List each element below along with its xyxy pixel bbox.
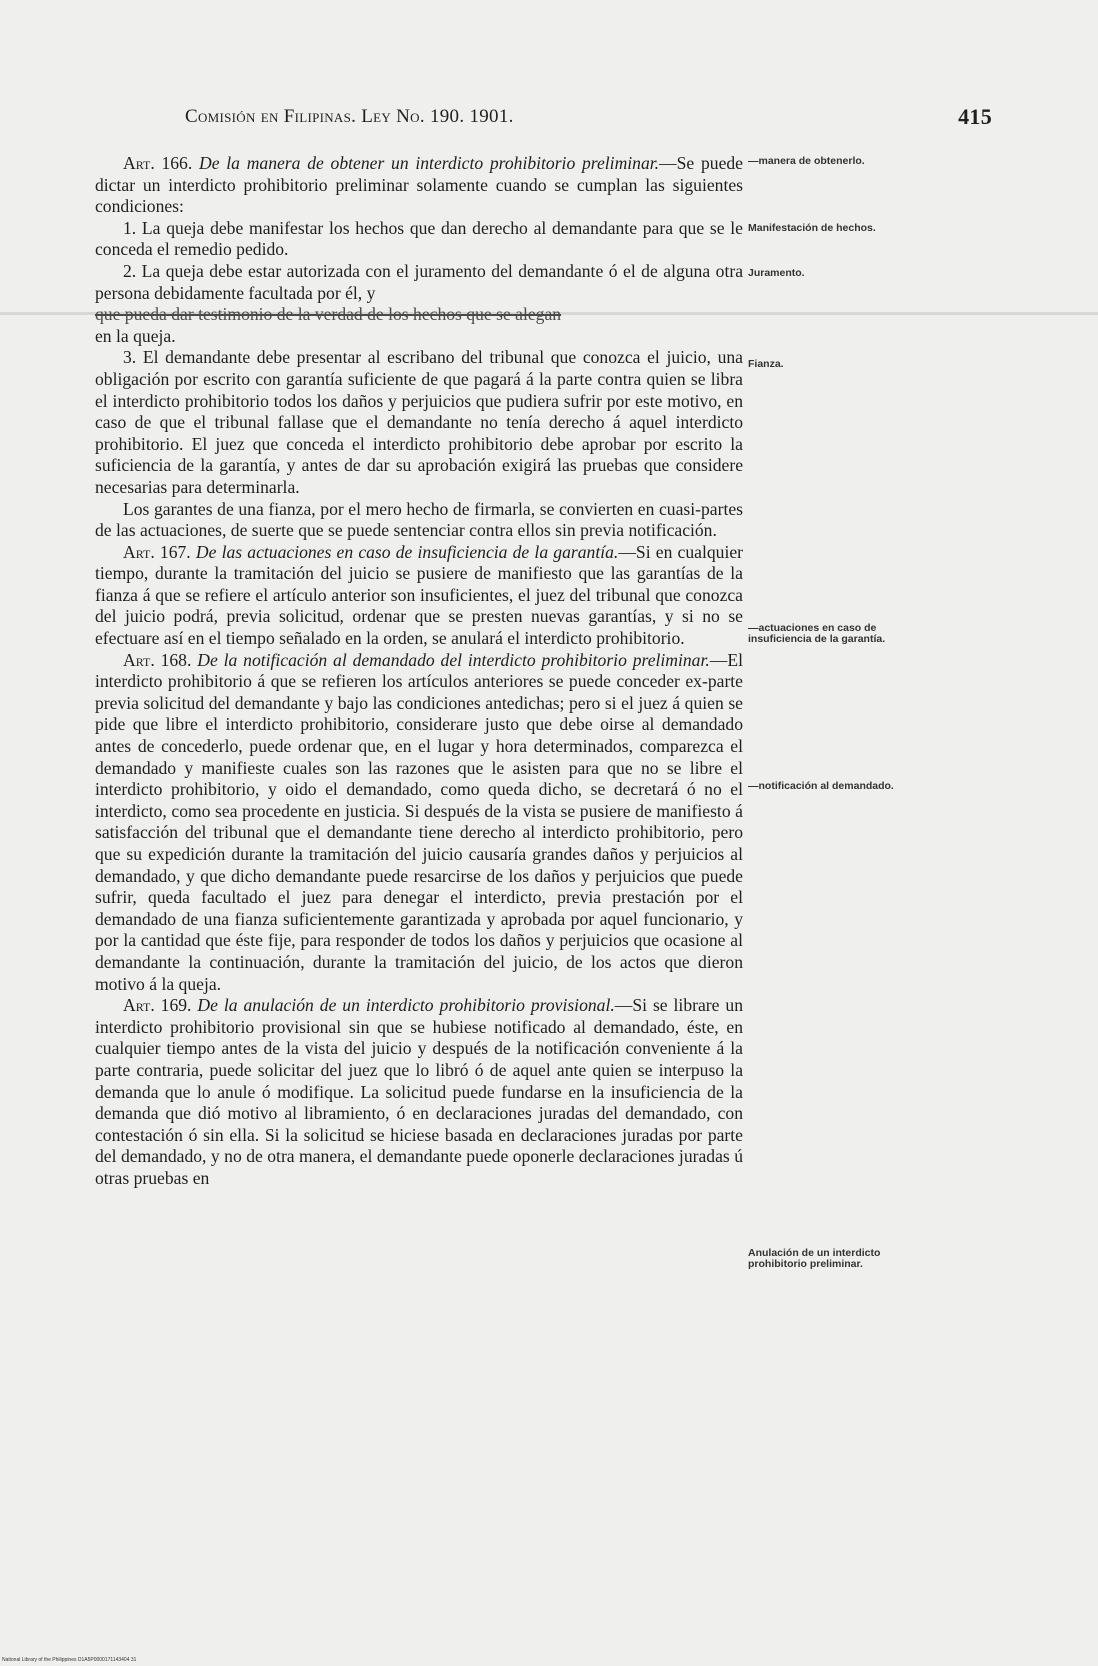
article-text: —Si en cualquier tiempo, durante la tramitación del juicio se pusiere de manifiesto que las garantías de la fianza á que se refiere el artículo anterior son insuficientes, el juez del tribunal que conozca del juicio podrá, previa solicitud, ordenar que se presten nuevas garantías, y si no se efectuare así en el tiempo señalado en la orden, se anulará el interdicto prohibitorio. <box>95 541 744 649</box>
margin-note: Manifestación de hechos. <box>748 222 876 234</box>
condition-2-end: en la queja. <box>95 325 176 346</box>
struck-text: que pueda dar testimonio de la verdad de los hechos que se alegan <box>95 304 562 325</box>
page-number: 415 <box>958 104 992 129</box>
article-text: —El interdicto prohibitorio á que se refieren los artículos anteriores se puede conceder ex-parte previa solicitud del demandante y bajo las condiciones antedichas; pero si el juez á quien se pide que libre el interdicto prohibitorio, considerare justo que debe oirse al demandado antes de concederlo, puede ordenar que, en el lugar y hora determinados, comparezca el demandado y manifieste cuales son las razones que le asisten para que no se libre el interdicto prohibitorio, y oido el demandado, como queda dicho, se decretará ó no el interdicto, como sea procedente en justicia. Si después de la vista se pusiere de manifiesto á satisfacción del tribunal que el demandante tiene derecho al interdicto prohibitorio, pero que su expedición durante la tramitación del juicio causaría grandes daños y perjuicios al demandado, y que dicho demandante puede resarcirse de los daños y perjuicios que puede sufrir, queda facultado el juez para denegar el interdicto, previa prestación por el demandado de una fianza suficientemente garantizada y aprobada por aquel funcionario, y por la cantidad que éste fije, para responder de todos los daños y perjuicios que ocasione al demandante la continuación, durante la tramitación del juicio, de los actos que dieron motivo á la queja. <box>95 649 744 994</box>
margin-note: Fianza. <box>748 358 784 370</box>
article-title: De las actuaciones en caso de insuficiencia de la garantía. <box>195 541 619 562</box>
margin-note: Anulación de un interdicto prohibitorio preliminar. <box>748 1247 881 1270</box>
margin-note: —actuaciones en caso de insuficiencia de la garantía. <box>748 622 886 645</box>
running-head: Comisión en Filipinas. Ley No. 190. 1901. <box>185 106 514 127</box>
margin-note: Juramento. <box>748 267 805 279</box>
condition-1: 1. La queja debe manifestar los hechos que dan derecho al demandante para que se le conceda el remedio pedido. <box>95 217 743 260</box>
article-number: Art. 166. <box>123 153 193 173</box>
article-number: Art. 168. <box>123 649 192 670</box>
article-text: —Se puede dictar un interdicto prohibitorio preliminar solamente cuando se cumplan las siguientes condiciones: <box>95 153 743 217</box>
margin-note: —notificación al demandado. <box>748 780 894 792</box>
article-title: De la manera de obtener un interdicto prohibitorio preliminar. <box>199 153 660 173</box>
condition-2: 2. La queja debe estar autorizada con el juramento del demandante ó el de alguna otra persona debidamente facultada por él, y <box>95 260 743 303</box>
scan-credit: National Library of the Philippines D1A5P0000171143404 31 <box>2 1657 137 1663</box>
margin-note: —manera de obtenerlo. <box>748 155 865 167</box>
article-number: Art. 169. <box>123 995 192 1016</box>
condition-3: 3. El demandante debe presentar al escribano del tribunal que conozca el juicio, una obligación por escrito con garantía suficiente de que pagará á la parte contra quien se libra el interdicto prohibitorio todos los daños y perjuicios que pudiera sufrir por este motivo, en caso de que el tribunal fallase que el demandante no tenía derecho á aquel interdicto prohibitorio. El juez que conceda el interdicto prohibitorio debe aprobar por escrito la suficiencia de la garantía, y antes de dar su aprobación exigirá las pruebas que considere necesarias para determinarla. <box>95 347 743 497</box>
article-text: —Si se librare un interdicto prohibitorio provisional sin que se hubiese notificado al demandado, éste, en cualquier tiempo antes de la vista del juicio y después de la notificación conveniente á la parte contraria, puede solicitar del juez que lo libró ó de aquel ante quien se interpuso la demanda que lo anule ó modifique. La solicitud puede fundarse en la insuficiencia de la demanda que dió motivo al libramiento, ó en declaraciones juradas del demandado, con contestación ó sin ella. Si la solicitud se hiciese basada en declaraciones juradas por parte del demandado, y no de otra manera, el demandante puede oponerle declaraciones juradas ú otras pruebas en <box>95 995 743 1188</box>
guarantors-paragraph: Los garantes de una fianza, por el mero hecho de firmarla, se convierten en cuasi-partes de las actuaciones, de suerte que se puede sentenciar contra ellos sin previa notificación. <box>95 498 743 541</box>
article-title: De la notificación al demandado del interdicto prohibitorio preliminar. <box>197 649 710 670</box>
article-title: De la anulación de un interdicto prohibitorio provisional. <box>197 995 615 1016</box>
article-number: Art. 167. <box>123 541 191 562</box>
